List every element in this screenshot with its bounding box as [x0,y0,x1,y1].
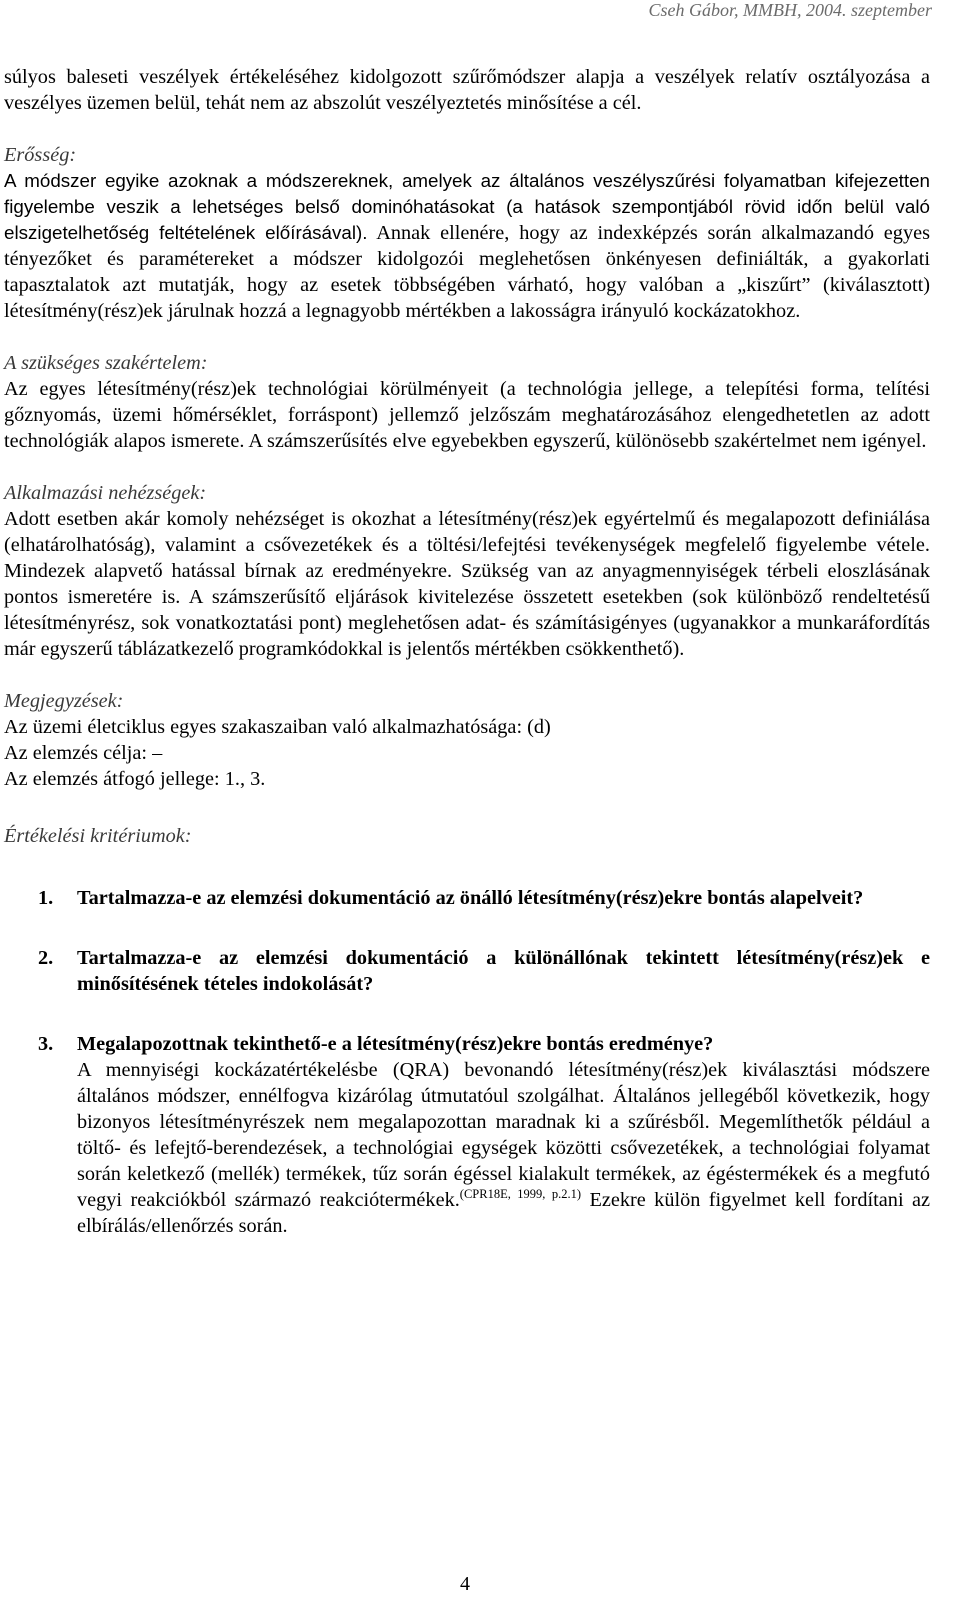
criteria-item-number: 2. [38,947,54,969]
strength-heading: Erősség: [4,144,77,166]
page-number: 4 [460,1573,470,1595]
expertise-paragraph: Az egyes létesítmény(rész)ek technológiai körülményeit (a technológia jellege, a telepítési forma, telítési gőznyomás, üzemi hőmérséklet, forráspont) jellemző jelzőszám meghatározásához elengedhetetlen az adott technológiák alapos ismerete. A számszerűsítés elve egyebekben egyszerű, különösebb szakértelmet nem igényel. [4,378,930,452]
criteria-item-title: Tartalmazza-e az elemzési dokumentáció a különállónak tekintett létesítmény(rész)ek e minősítésének tételes indokolását? [77,947,930,995]
notes-line-applicability: Az üzemi életciklus egyes szakaszaiban való alkalmazhatósága: (d) [4,716,551,738]
criteria-item [4,885,930,911]
citation-reference: (CPR18E, 1999, p.2.1) [459,1187,582,1201]
expertise-section [4,350,930,454]
strength-paragraph [4,168,930,324]
notes-line-purpose: Az elemzés célja: – [4,742,163,764]
notes-section [4,688,930,792]
criteria-item-title: Megalapozottnak tekinthető-e a létesítmény(rész)ekre bontás eredménye? [77,1033,714,1055]
criteria-item-number: 1. [38,887,54,909]
page-header: Cseh Gábor, MMBH, 2004. szeptember [648,0,932,20]
intro-paragraph: súlyos baleseti veszélyek értékeléséhez kidolgozott szűrőmódszer alapja a veszélyek relatív osztályozása a veszélyes üzemen belül, tehát nem az abszolút veszélyeztetés minősítése a cél. [4,66,930,114]
notes-heading: Megjegyzések: [4,690,124,712]
criteria-item-number: 3. [38,1033,54,1055]
document-body [4,64,930,1239]
difficulties-paragraph: Adott esetben akár komoly nehézséget is okozhat a létesítmény(rész)ek egyértelmű és megalapozott definiálása (elhatárolhatóság), valamint a csővezetékek és a töltési/lefejtési tevékenységek megfelelő figyelembe vétele. Mindezek alapvető hatással bírnak az eredményekre. Szükség van az anyagmennyiségek térbeli eloszlásának pontos ismeretére is. A számszerűsítő eljárások kivitelezése összetett esetekben (sok különböző rendeltetésű létesítményrész, sok vonatkoztatási pont) meglehetősen adat- és számításigényes (ugyanakkor a munkaráfordítás már egyszerű táblázatkezelő programkódokkal is jelentős mértékben csökkenthető). [4,508,930,660]
difficulties-heading: Alkalmazási nehézségek: [4,482,207,504]
criteria-body-text: A mennyiségi kockázatértékelésbe (QRA) bevonandó létesítmény(rész)ek kiválasztási módszere általános módszer, ennélfogva kizárólag útmutatóul szolgálhat. Általános jellegéből következik, hogy bizonyos létesítményrészek nem megalapozottan maradnak ki a szűrésből. Megemlíthetők például a töltő- és lefejtő-berendezések, a technológiai egységek közötti csővezetékek, a technológiai folyamat során keletkező (mellék) termékek, tűz során égéssel kialakult termékek, az égéstermékek és a megfutó vegyi reakciókból származó reakciótermékek. [77,1059,930,1211]
strength-section [4,142,930,324]
difficulties-section [4,480,930,662]
strength-text-serif: Annak ellenére, hogy az indexképzés során alkalmazandó egyes tényezőket és paramétereket a módszer kidolgozói meglehetősen önkényesen definiálták, a gyakorlati tapasztalatok azt mutatják, hogy az esetek többségében várható, hogy valóban a „kiszűrt” (kiválasztott) létesítmény(rész)ek járulnak hozzá a legnagyobb mértékben a lakosságra irányuló kockázatokhoz. [4,222,930,322]
criteria-body-text-end: Ezekre külön figyelmet kell fordítani az elbírálás/ellenőrzés során. [77,1189,930,1237]
criteria-heading: Értékelési kritériumok: [4,825,192,847]
expertise-heading: A szükséges szakértelem: [4,352,208,374]
criteria-item [4,945,930,997]
criteria-section [4,823,930,1239]
criteria-item-body [77,1057,930,1239]
criteria-list [4,885,930,1239]
criteria-item [4,1031,930,1239]
strength-text-sans: A módszer egyike azoknak a módszereknek, amelyek az általános veszélyszűrési folyamatban kifejezetten figyelembe veszik a lehetséges belső dominóhatásokat (a hatások szempontjából rövid időn belül való elszigetelhetőség feltételének előírásával). [4,170,930,243]
notes-line-scope: Az elemzés átfogó jellege: 1., 3. [4,768,266,790]
criteria-item-title: Tartalmazza-e az elemzési dokumentáció az önálló létesítmény(rész)ekre bontás alapelveit? [77,887,864,909]
